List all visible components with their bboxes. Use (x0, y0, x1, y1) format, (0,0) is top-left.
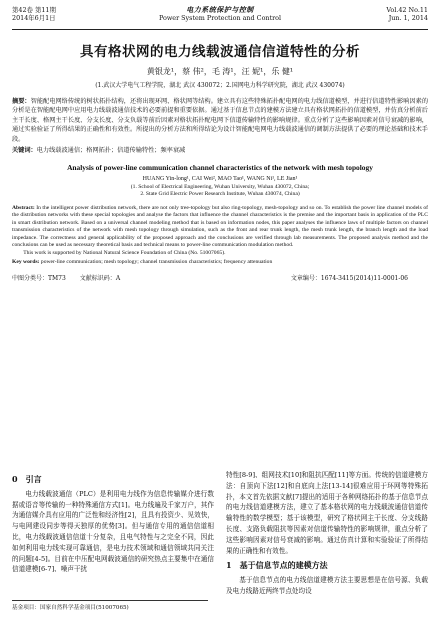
english-affil-2: 2. State Grid Electric Power Research Institute, Wuhan 430074, China) (140, 191, 300, 198)
section-heading-1: 1 基于信息节点的建模方法 (226, 560, 328, 571)
doc-code (80, 273, 120, 282)
keywords-cn (12, 146, 428, 155)
keywords-en-label: Key words: (12, 259, 40, 266)
classification-line (12, 273, 428, 282)
english-affil-1: (1. School of Electrical Engineering, Wuhan University, Wuhan 430072, China; (130, 184, 310, 191)
article-id-label: 文章编号： (290, 274, 321, 282)
keywords-en (12, 259, 428, 266)
abstract-label: 摘要： (12, 98, 31, 105)
article-id (291, 273, 408, 282)
doc-value: A (115, 274, 121, 282)
support-note: This work is supported by National Natural Science Foundation of China (No. 51007065). (23, 249, 226, 256)
article-id-value: 1674-3415(2014)11-0001-06 (320, 274, 408, 282)
header-date-en: Jun. 1, 2014 (388, 14, 428, 22)
paper-authors: 黄银龙¹，蔡 伟²，毛 涛¹，汪 妮¹，乐 健¹ (146, 67, 294, 76)
english-title: Analysis of power-line communication channel characteristics of the network with mesh topology (67, 163, 373, 173)
header-date: 2014年6月1日 (12, 14, 56, 22)
body-left-column (12, 470, 214, 597)
clc (12, 273, 66, 282)
english-affiliation (12, 184, 428, 199)
paper-title: 具有格状网的电力线载波通信信道特性的分析 (80, 44, 360, 60)
keywords-text: 电力线载波通信；格网拓扑；信道传输特性；频率衰减 (36, 147, 186, 155)
header-volume: 第42卷 第11期 (12, 6, 56, 14)
abstract-text: 智能配电网络传统的树状拓扑结构，还将出现环网、格状网等结构。建立具有这些特殊拓扑配电网的电力线信道模型，并进行信道特性影响因素的分析是在智能配电网中应用电力线载波通信技术的必要前提和重要依据。通过基于信息节点的建模方法建立具有格状网拓扑的信道模型，并仿真分析前后主干长度、格网主干长度、分支长度、分支负载等前后因素对格状拓扑配电网下信道传输特性的影响规律。重点分析了这些影响因素对信号衰减的影响，通过实验验证了所得结果的正确性和有效性。所提出的分析方法和所得结论为设计智能配电网电力线载波通信的调制方法提供了必要的理论基础和技术手段。 (12, 98, 429, 143)
section-heading-0: 0 引言 (12, 474, 42, 484)
funding-footnote: 基金项目：国家自然科学基金项目(51007065) (12, 600, 208, 611)
header-rule (12, 29, 428, 30)
abstract-en-text: In the intelligent power distribution network, there are not only tree-topology but also ring-topology, mesh-topology and so on. To establish the power line channel models of the distribution networks with these special topologies and analyse the factors that influence the channel characteristics is the premise and the important basis in application of the PLC in smart distribution network. Based on a universal channel modeling method that is based on information nodes, this paper analyses the influence laws of multiple factors on channel transmission characteristics of the network with mesh topology through simulation, such as the front and rear trunk length, the mesh trunk length, the branch length and the load impedance. The correctness and general applicability of the proposed approach and the conclusions are verified through lab measurements. The proposed analysis method and the conclusions can be used as necessary theoretical basis and technical means to power-line communication modulation method. (12, 204, 428, 249)
abstract-cn (12, 97, 428, 144)
abstract-en-label: Abstract: (12, 204, 35, 211)
doc-label: 文献标识码： (79, 274, 116, 282)
body-paragraph-2: 基于信息节点的电力线信道建模方法主要思想是在信号源、负载及电力线路近两终节点处均设 (226, 576, 428, 595)
journal-name-cn: 电力系统保护与控制 (186, 5, 254, 14)
body-right-column (226, 470, 428, 597)
header-volume-en (386, 6, 428, 22)
header-vol-en: Vol.42 No.11 (386, 6, 428, 14)
journal-name-en: Power System Protection and Control (158, 14, 282, 22)
body-columns (12, 470, 428, 597)
clc-value: TM73 (48, 274, 66, 282)
body-paragraph-continued: 特性[8-9]、组网技术[10]和阻抗匹配[11]等方面。传统的信道建模方法：自顶向下法[12]和自底向上法[13-14]很难应用于环网等特殊拓扑，本文首先依据文献[7]提出的适用于各种网络拓扑的基于信息节点的电力线信道建模方法，建立了基本格状网的电力线载波通信信道传输特性的数学模型；基于该模型，研究了格状网主干长度、分支线路长度、支路负载阻抗等因素对信道传输特性的影响规律，重点分析了这些影响因素对信号衰减的影响。通过仿真计算和实验验证了所得结果的正确性和有效性。 (226, 471, 428, 555)
english-authors: HUANG Yin-long¹, CAI Wei², MAO Tao¹, WANG Ni¹, LE Jian¹ (142, 176, 298, 183)
keywords-en-text: power-line communication; mesh topology; channel transmission characteristics; frequency attenuation (40, 259, 273, 266)
abstract-en (12, 205, 428, 258)
header-journal (12, 6, 428, 22)
running-header (12, 6, 428, 28)
paper-affiliation: (1.武汉大学电气工程学院，湖北 武汉 430072；2.国网电力科学研究院，湖北 武汉 430074) (95, 82, 345, 89)
body-paragraph: 电力线载波通信（PLC）是利用电力线作为信息传输媒介进行数据或语音等传输的一种特殊通信方式[1]。电力线遍及千家万户，其作为通信媒介具有应用的广泛性和经济性[2]，且具有投资少、见效快，与电网建设同步等得天独厚的优势[3]。但与通信专用的通信信道相比，电力线载波通信信道十分复杂，且电气特性与之完全不同，因此如何利用电力线实现可靠通信，是电力技术领域和通信领域共同关注的问题[4-5]。目前在中压配电网载波通信的研究热点主要集中在通信信道建模[6-7]、噪声干扰 (12, 489, 214, 574)
clc-label: 中图分类号： (12, 274, 49, 282)
keywords-label: 关键词： (12, 147, 37, 155)
